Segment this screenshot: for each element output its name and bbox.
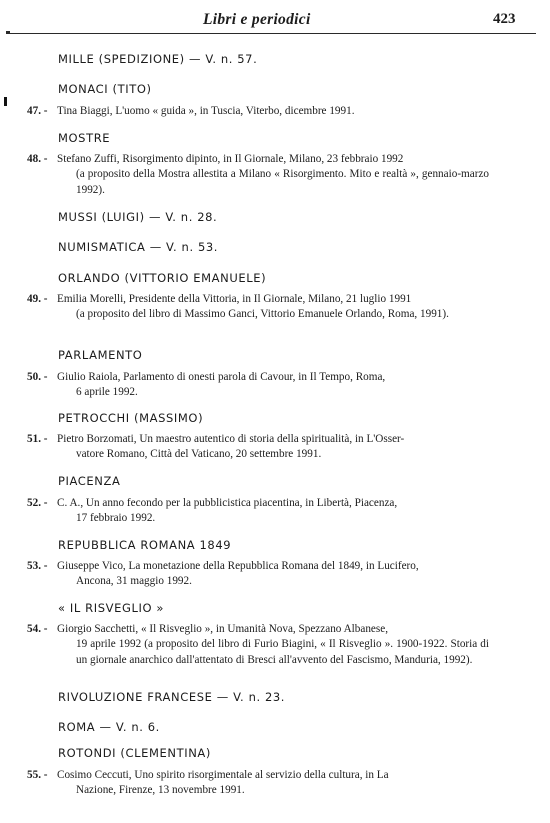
running-title: Libri e periodici (203, 11, 311, 28)
entry-number: 55. - (27, 769, 48, 781)
bibliography-entry-47 (27, 104, 489, 119)
heading-risveglio: « IL RISVEGLIO » (58, 601, 165, 615)
bibliography-entry-49 (27, 292, 489, 323)
entry-number: 54. - (27, 623, 48, 635)
heading-mille: MILLE (SPEDIZIONE) — V. n. 57. (58, 52, 258, 66)
entry-number: 51. - (27, 433, 48, 445)
bibliography-entry-54 (27, 622, 489, 668)
entry-text: Tina Biaggi, L'uomo « guida », in Tuscia, Viterbo, dicembre 1991. (57, 105, 355, 117)
entry-continuation: 19 aprile 1992 (a proposito del libro di Furio Biagini, « Il Risveglio ». 1900-1922. Storia di un giornale anarchico dall'attentato di Bresci all'avvento del Fascismo, Manduria, 1992). (76, 638, 489, 666)
heading-repubblica-romana: REPUBBLICA ROMANA 1849 (58, 538, 232, 552)
entry-number: 47. - (27, 105, 48, 117)
entry-continuation: (a proposito del libro di Massimo Ganci, Vittorio Emanuele Orlando, Roma, 1991). (76, 308, 449, 321)
entry-text: Cosimo Ceccuti, Uno spirito risorgimentale al servizio della cultura, in La (57, 769, 389, 781)
heading-orlando: ORLANDO (VITTORIO EMANUELE) (58, 271, 267, 285)
entry-number: 48. - (27, 153, 48, 165)
bibliography-entry-51 (27, 432, 489, 463)
heading-roma: ROMA — V. n. 6. (58, 720, 160, 734)
heading-parlamento: PARLAMENTO (58, 348, 143, 362)
entry-continuation: 6 aprile 1992. (76, 386, 138, 399)
heading-petrocchi: PETROCCHI (MASSIMO) (58, 411, 204, 425)
entry-number: 53. - (27, 560, 48, 572)
heading-rivoluzione-francese: RIVOLUZIONE FRANCESE — V. n. 23. (58, 690, 286, 704)
heading-piacenza: PIACENZA (58, 474, 121, 488)
heading-rotondi: ROTONDI (CLEMENTINA) (58, 746, 211, 760)
entry-text: Giorgio Sacchetti, « Il Risveglio », in Umanità Nova, Spezzano Albanese, (57, 623, 388, 635)
margin-mark (4, 97, 7, 106)
heading-monaci: MONACI (TITO) (58, 82, 152, 96)
entry-text: Stefano Zuffi, Risorgimento dipinto, in Il Giornale, Milano, 23 febbraio 1992 (57, 153, 404, 165)
entry-continuation: (a proposito della Mostra allestita a Milano « Risorgimento. Mito e realtà », gennaio-marzo 1992). (76, 168, 489, 196)
bibliography-entry-53 (27, 559, 489, 590)
bibliography-entry-52 (27, 496, 489, 527)
entry-continuation: vatore Romano, Città del Vaticano, 20 settembre 1991. (76, 448, 322, 461)
entry-text: Emilia Morelli, Presidente della Vittoria, in Il Giornale, Milano, 21 luglio 1991 (57, 293, 412, 305)
entry-continuation: 17 febbraio 1992. (76, 512, 156, 525)
entry-continuation: Ancona, 31 maggio 1992. (76, 575, 192, 588)
heading-mostre: MOSTRE (58, 131, 111, 145)
entry-text: Giulio Raiola, Parlamento di onesti parola di Cavour, in Il Tempo, Roma, (57, 371, 386, 383)
running-header (0, 8, 550, 34)
entry-number: 49. - (27, 293, 48, 305)
entry-text: Giuseppe Vico, La monetazione della Repubblica Romana del 1849, in Lucifero, (57, 560, 419, 572)
page-number: 423 (493, 11, 516, 27)
entry-text: Pietro Borzomati, Un maestro autentico di storia della spiritualità, in L'Osser- (57, 433, 405, 445)
bibliography-entry-50 (27, 370, 489, 401)
heading-numismatica: NUMISMATICA — V. n. 53. (58, 240, 219, 254)
entry-number: 52. - (27, 497, 48, 509)
entry-continuation: Nazione, Firenze, 13 novembre 1991. (76, 784, 245, 797)
entry-number: 50. - (27, 371, 48, 383)
header-rule (8, 33, 536, 34)
heading-mussi: MUSSI (LUIGI) — V. n. 28. (58, 210, 218, 224)
bibliography-entry-55 (27, 768, 489, 799)
bibliography-entry-48 (27, 152, 489, 198)
entry-text: C. A., Un anno fecondo per la pubblicistica piacentina, in Libertà, Piacenza, (57, 497, 398, 509)
